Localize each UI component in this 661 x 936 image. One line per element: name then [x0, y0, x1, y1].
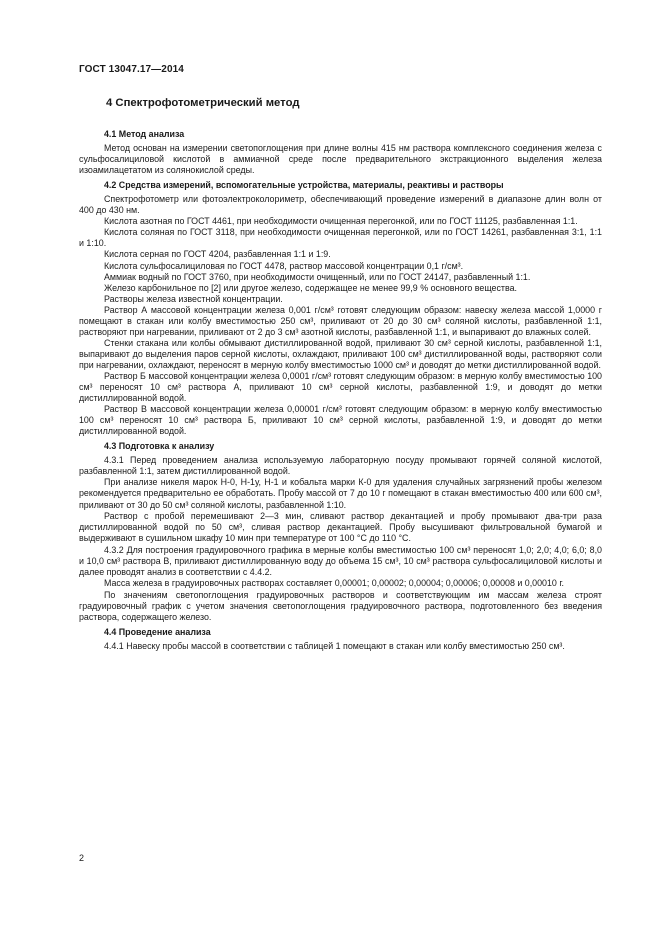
body-paragraph: Кислота сульфосалициловая по ГОСТ 4478, раствор массовой концентрации 0,1 г/см³.: [104, 260, 464, 271]
body-paragraph: Раствор с пробой перемешивают 2—3 мин, сливают раствор декантацией и пробу промывают два-три раза дистиллированной водой по 50 см³, сливая раствор декантацией. Пробу высушивают фильтровальной бумагой и выдерживают в сушильном шкафу 10 мин при температуре от 100 °С до 110 °С.: [79, 510, 602, 543]
body-paragraph: При анализе никеля марок Н-0, Н-1у, Н-1 и кобальта марки К-0 для удаления случайных загрязнений пробы железом рекомендуется предварительно ее обработать. Пробу массой от 7 до 10 г помещают в стакан вместимостью 400 или 600 см³, приливают от 30 до 50 см³ соляной кислоты, разбавленной 1:10.: [79, 477, 602, 510]
body-paragraph: Масса железа в градуировочных растворах составляет 0,00001; 0,00002; 0,00004; 0,00006; 0,00008 и 0,00010 г.: [104, 577, 564, 588]
body-paragraph: 4.3.2 Для построения градуировочного графика в мерные колбы вместимостью 100 см³ переносят 1,0; 2,0; 4,0; 6,0; 8,0 и 10,0 см³ раствора В, приливают дистиллированную воду до объема 15 см³, 10 см³ раствора сульфосалициловой кислоты и далее проводят анализ в соответствии с 4.4.2.: [79, 544, 602, 577]
document-header: ГОСТ 13047.17—2014: [79, 64, 184, 75]
subsection-heading: 4.1 Метод анализа: [104, 129, 185, 139]
body-paragraph: Раствор Б массовой концентрации железа 0,0001 г/см³ готовят следующим образом: в мерную колбу вместимостью 100 см³ переносят 10 см³ раствора А, приливают 10 см³ серной кислоты, разбавленной 1:9, и доводят до метки дистиллированной водой.: [79, 370, 602, 404]
body-paragraph: Раствор В массовой концентрации железа 0,00001 г/см³ готовят следующим образом: в мерную колбу вместимостью 100 см³ переносят 10 см³ раствора Б, приливают 10 см³ серной кислоты, разбавленной 1:9, и доводят до метки дистиллированной водой.: [79, 404, 602, 437]
body-paragraph: Растворы железа известной концентрации.: [104, 293, 283, 304]
body-paragraph: По значениям светопоглощения градуировочных растворов и соответствующим им массам железа строят градуировочный график с учетом значения светопоглощения градуировочного раствора, подготовленного без введения раствора, содержащего железо.: [79, 589, 602, 622]
body-paragraph: 4.4.1 Навеску пробы массой в соответствии с таблицей 1 помещают в стакан или колбу вместимостью 250 см³.: [104, 641, 565, 652]
body-paragraph: Аммиак водный по ГОСТ 3760, при необходимости очищенный, или по ГОСТ 24147, разбавленный 1:1.: [104, 271, 531, 282]
subsection-heading: 4.4 Проведение анализа: [104, 627, 211, 638]
page-number: 2: [79, 853, 85, 863]
subsection-heading: 4.3 Подготовка к анализу: [104, 441, 215, 452]
section-title: 4 Спектрофотометрический метод: [106, 97, 300, 109]
body-paragraph: Железо карбонильное по [2] или другое железо, содержащее не менее 99,9 % основного вещества.: [104, 282, 517, 293]
body-paragraph: Кислота серная по ГОСТ 4204, разбавленная 1:1 и 1:9.: [104, 249, 331, 260]
body-paragraph: Стенки стакана или колбы обмывают дистиллированной водой, приливают 30 см³ серной кислоты, разбавленной 1:1, выпаривают до выделения паров серной кислоты, охлаждают, приливают 100 см³ дистиллированной воды, растворяют соли при нагревании, охлаждают, переносят в мерную колбу вместимостью 1000 см³ и доводят до метки дистиллированной водой.: [79, 337, 602, 370]
body-paragraph: Кислота азотная по ГОСТ 4461, при необходимости очищенная перегонкой, или по ГОСТ 11125, разбавленная 1:1.: [104, 216, 578, 227]
body-paragraph: Спектрофотометр или фотоэлектроколориметр, обеспечивающий проведение измерений в диапазоне длин волн от 400 до 430 нм.: [79, 194, 602, 216]
document-body: [79, 125, 602, 652]
body-paragraph: Раствор А массовой концентрации железа 0,001 г/см³ готовят следующим образом: навеску железа массой 1,0000 г помещают в стакан или колбу вместимостью 250 см³, приливают от 20 до 30 см³ соляной кислоты, разбавленной 1:1, растворяют при нагревании, приливают от 2 до 3 см³ азотной кислоты, разбавленной 1:1, и выпаривают до влажных солей.: [79, 304, 602, 337]
body-paragraph: Метод основан на измерении светопоглощения при длине волны 415 нм раствора комплексного соединения железа с сульфосалициловой кислотой в аммиачной среде после предварительного экстракционного выделения железа изоамилацетатом из солянокислой среды.: [79, 143, 602, 176]
body-paragraph: Кислота соляная по ГОСТ 3118, при необходимости очищенная перегонкой, или по ГОСТ 14261, разбавленная 3:1, 1:1 и 1:10.: [79, 227, 602, 249]
subsection-heading: 4.2 Средства измерений, вспомогательные устройства, материалы, реактивы и растворы: [104, 180, 504, 191]
body-paragraph: 4.3.1 Перед проведением анализа используемую лабораторную посуду промывают горячей соляной кислотой, разбавленной 1:1, затем дистиллированной водой.: [79, 455, 602, 477]
